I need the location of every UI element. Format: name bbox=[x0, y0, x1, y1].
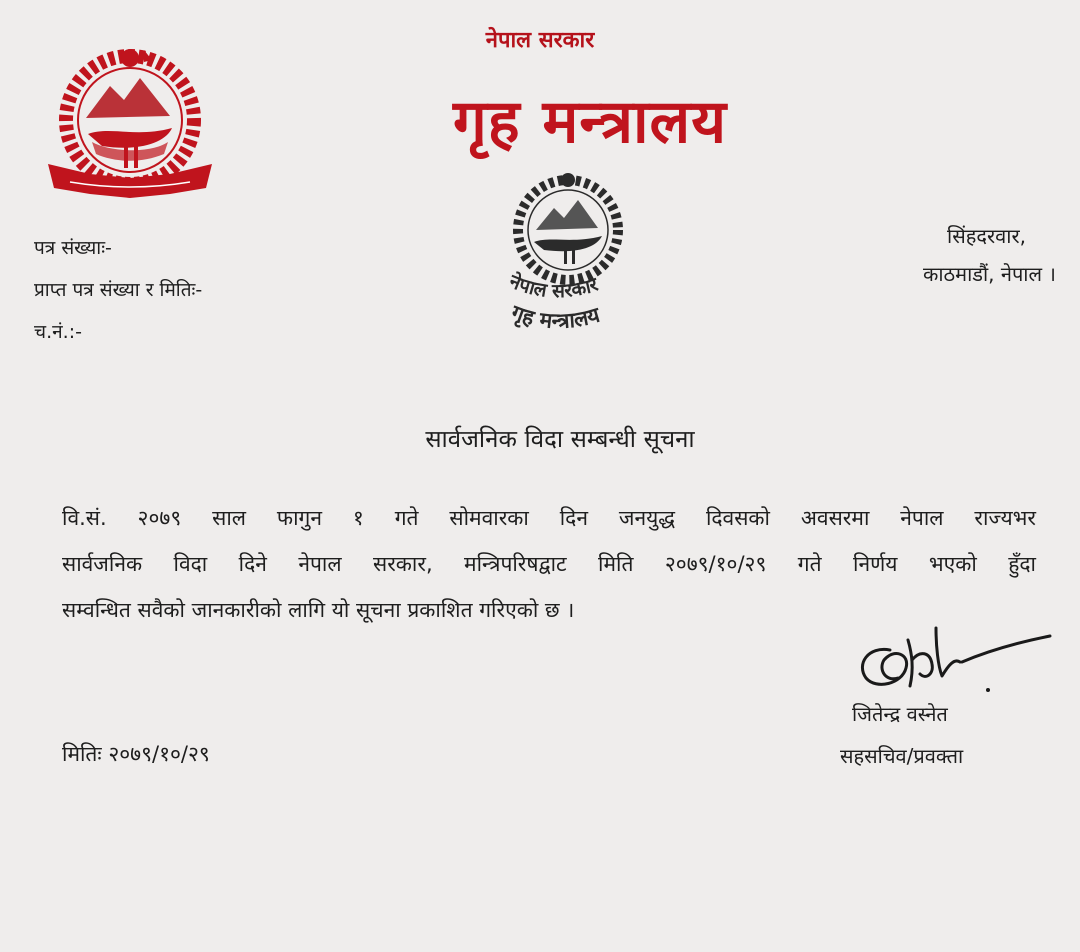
ministry-title: गृह मन्त्रालय bbox=[452, 87, 728, 157]
handwritten-signature-icon bbox=[850, 620, 1055, 702]
svg-text:गृह मन्त्रालय bbox=[507, 300, 604, 333]
stamp-text-ministry: गृह मन्त्रालय bbox=[508, 300, 603, 334]
issue-date: मितिः २०७९/१०/२९ bbox=[62, 742, 210, 766]
stamp-text-government: नेपाल सरकार bbox=[506, 270, 601, 303]
signatory-name: जितेन्द्र वस्नेत bbox=[852, 702, 948, 726]
received-reference-label: प्राप्त पत्र संख्या र मितिः- bbox=[34, 279, 203, 301]
notice-body-line: सम्वन्धित सवैको जानकारीको लागि यो सूचना प्रकाशित गरिएको छ । bbox=[62, 598, 575, 622]
government-name: नेपाल सरकार bbox=[485, 28, 595, 53]
notice-body-line: वि.सं. २०७९ साल फागुन १ गते सोमवारका दिन जनयुद्ध दिवसको अवसरमा नेपाल राज्यभर bbox=[62, 506, 1036, 530]
ministry-stamp-icon bbox=[480, 168, 660, 358]
signatory-title: सहसचिव/प्रवक्ता bbox=[840, 744, 964, 768]
notice-body-line: सार्वजनिक विदा दिने नेपाल सरकार, मन्त्रिपरिषद्वाट मिति २०७९/१०/२९ गते निर्णय भएको हुँदा bbox=[62, 552, 1036, 576]
notice-heading: सार्वजनिक विदा सम्बन्धी सूचना bbox=[425, 425, 695, 453]
dispatch-number-label: च.नं.:- bbox=[34, 321, 82, 343]
reference-number-label: पत्र संख्याः- bbox=[34, 237, 112, 259]
address-line-1: सिंहदरवार, bbox=[947, 224, 1026, 248]
nepal-government-emblem-icon bbox=[40, 42, 220, 202]
address-line-2: काठमाडौं, नेपाल । bbox=[922, 262, 1056, 286]
